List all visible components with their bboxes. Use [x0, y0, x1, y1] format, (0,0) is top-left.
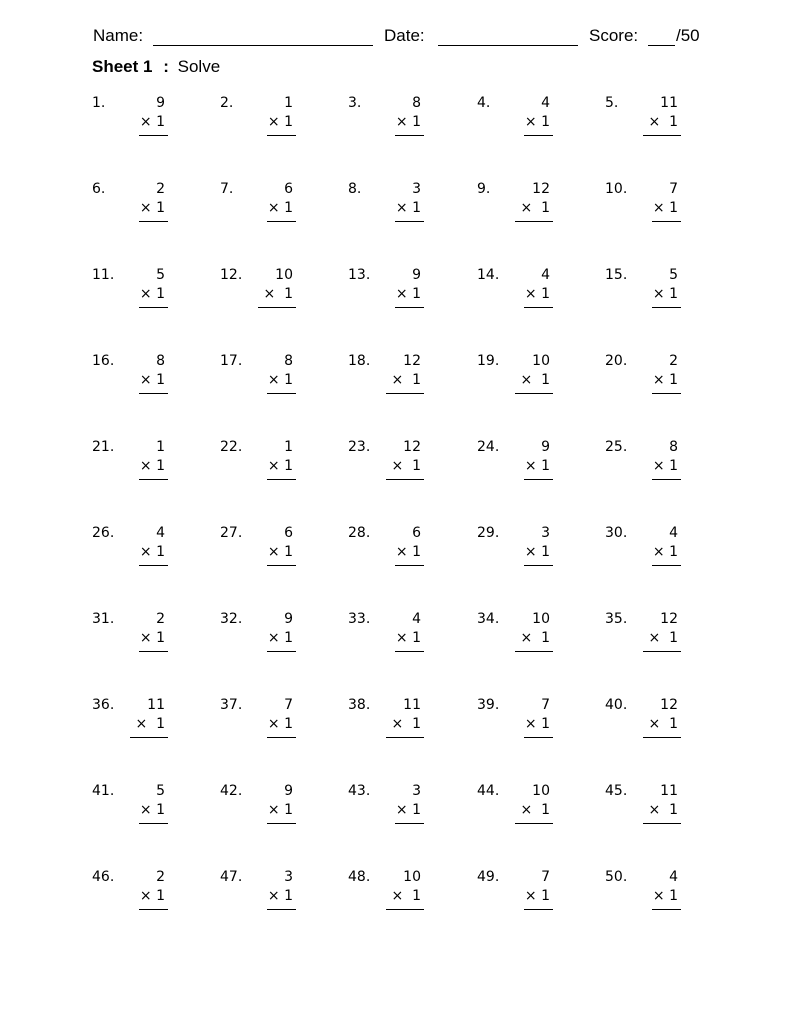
- problem-number: 4.: [477, 95, 491, 111]
- problem-multiplier: × 1: [139, 286, 165, 302]
- problem-39[interactable]: [477, 697, 597, 747]
- answer-line[interactable]: [524, 737, 553, 738]
- problem-multiplicand: 7: [541, 869, 550, 885]
- answer-line[interactable]: [258, 307, 296, 308]
- problem-number: 10.: [605, 181, 628, 197]
- answer-line[interactable]: [395, 565, 424, 566]
- problem-number: 20.: [605, 353, 628, 369]
- sheet-separator: :: [163, 57, 169, 76]
- problem-multiplier: × 1: [263, 286, 293, 302]
- problem-28[interactable]: [348, 525, 468, 575]
- answer-line[interactable]: [130, 737, 168, 738]
- problem-multiplier: × 1: [391, 716, 421, 732]
- answer-line[interactable]: [395, 823, 424, 824]
- problem-number: 41.: [92, 783, 115, 799]
- problem-multiplicand: 9: [284, 783, 293, 799]
- problem-multiplicand: 12: [660, 611, 678, 627]
- problem-2[interactable]: [220, 95, 340, 145]
- problem-multiplicand: 3: [412, 181, 421, 197]
- problem-number: 29.: [477, 525, 500, 541]
- answer-line[interactable]: [652, 565, 681, 566]
- answer-line[interactable]: [524, 909, 553, 910]
- problem-multiplier: × 1: [139, 200, 165, 216]
- problem-multiplicand: 8: [669, 439, 678, 455]
- problem-number: 43.: [348, 783, 371, 799]
- problem-29[interactable]: [477, 525, 597, 575]
- problem-46[interactable]: [92, 869, 212, 919]
- problem-multiplier: × 1: [391, 458, 421, 474]
- problem-49[interactable]: [477, 869, 597, 919]
- problem-multiplicand: 7: [669, 181, 678, 197]
- problem-multiplier: × 1: [139, 114, 165, 130]
- problem-multiplicand: 10: [532, 783, 550, 799]
- problem-7[interactable]: [220, 181, 340, 231]
- problem-multiplicand: 2: [156, 611, 165, 627]
- problem-23[interactable]: [348, 439, 468, 489]
- problem-number: 2.: [220, 95, 234, 111]
- problem-45[interactable]: [605, 783, 725, 833]
- problem-multiplier: × 1: [524, 114, 550, 130]
- problem-multiplier: × 1: [267, 630, 293, 646]
- score-label: Score:: [589, 26, 639, 45]
- problem-number: 26.: [92, 525, 115, 541]
- problem-47[interactable]: [220, 869, 340, 919]
- problem-26[interactable]: [92, 525, 212, 575]
- problem-multiplier: × 1: [648, 802, 678, 818]
- problem-multiplicand: 4: [541, 95, 550, 111]
- problem-14[interactable]: [477, 267, 597, 317]
- problem-24[interactable]: [477, 439, 597, 489]
- problem-multiplicand: 8: [284, 353, 293, 369]
- name-label: Name:: [93, 26, 144, 45]
- problem-multiplicand: 11: [403, 697, 421, 713]
- problem-27[interactable]: [220, 525, 340, 575]
- problem-multiplicand: 10: [532, 611, 550, 627]
- problem-multiplicand: 2: [156, 181, 165, 197]
- problem-multiplier: × 1: [267, 458, 293, 474]
- problem-9[interactable]: [477, 181, 597, 231]
- problem-multiplicand: 8: [156, 353, 165, 369]
- problem-number: 27.: [220, 525, 243, 541]
- problem-number: 14.: [477, 267, 500, 283]
- answer-line[interactable]: [643, 823, 681, 824]
- problem-multiplicand: 12: [660, 697, 678, 713]
- answer-line[interactable]: [515, 651, 553, 652]
- problem-multiplicand: 9: [412, 267, 421, 283]
- problem-multiplier: × 1: [520, 802, 550, 818]
- problem-42[interactable]: [220, 783, 340, 833]
- problem-multiplier: × 1: [267, 716, 293, 732]
- answer-line[interactable]: [267, 737, 296, 738]
- problem-multiplicand: 7: [541, 697, 550, 713]
- problem-number: 12.: [220, 267, 243, 283]
- answer-line[interactable]: [139, 651, 168, 652]
- problem-multiplier: × 1: [652, 458, 678, 474]
- problem-number: 6.: [92, 181, 106, 197]
- problem-multiplicand: 8: [412, 95, 421, 111]
- problem-number: 32.: [220, 611, 243, 627]
- problem-48[interactable]: [348, 869, 468, 919]
- problem-31[interactable]: [92, 611, 212, 661]
- sheet-title: Sheet 1: [92, 57, 153, 76]
- answer-line[interactable]: [652, 479, 681, 480]
- problem-multiplier: × 1: [139, 802, 165, 818]
- problem-multiplier: × 1: [520, 630, 550, 646]
- problem-number: 18.: [348, 353, 371, 369]
- problem-36[interactable]: [92, 697, 212, 747]
- problem-41[interactable]: [92, 783, 212, 833]
- problem-5[interactable]: [605, 95, 725, 145]
- answer-line[interactable]: [386, 737, 424, 738]
- problem-17[interactable]: [220, 353, 340, 403]
- answer-line[interactable]: [139, 823, 168, 824]
- answer-line[interactable]: [139, 909, 168, 910]
- problem-number: 33.: [348, 611, 371, 627]
- answer-line[interactable]: [515, 221, 553, 222]
- answer-line[interactable]: [267, 135, 296, 136]
- problem-multiplicand: 12: [403, 353, 421, 369]
- problem-11[interactable]: [92, 267, 212, 317]
- answer-line[interactable]: [515, 823, 553, 824]
- problem-32[interactable]: [220, 611, 340, 661]
- problem-number: 1.: [92, 95, 106, 111]
- problem-multiplier: × 1: [395, 802, 421, 818]
- problem-number: 30.: [605, 525, 628, 541]
- date-label: Date:: [384, 26, 425, 45]
- problem-number: 9.: [477, 181, 491, 197]
- problem-multiplier: × 1: [139, 372, 165, 388]
- problem-multiplicand: 1: [284, 95, 293, 111]
- problem-43[interactable]: [348, 783, 468, 833]
- problem-multiplicand: 6: [412, 525, 421, 541]
- problem-44[interactable]: [477, 783, 597, 833]
- problem-multiplicand: 3: [412, 783, 421, 799]
- problem-multiplicand: 12: [532, 181, 550, 197]
- sheet-instruction: Solve: [177, 57, 221, 76]
- problem-multiplier: × 1: [267, 544, 293, 560]
- answer-line[interactable]: [139, 565, 168, 566]
- problem-multiplicand: 6: [284, 525, 293, 541]
- problem-multiplicand: 1: [284, 439, 293, 455]
- problem-multiplier: × 1: [395, 286, 421, 302]
- problem-multiplicand: 6: [284, 181, 293, 197]
- problem-18[interactable]: [348, 353, 468, 403]
- answer-line[interactable]: [386, 909, 424, 910]
- problem-number: 8.: [348, 181, 362, 197]
- problem-multiplier: × 1: [135, 716, 165, 732]
- problem-multiplicand: 2: [156, 869, 165, 885]
- problem-number: 42.: [220, 783, 243, 799]
- problem-16[interactable]: [92, 353, 212, 403]
- problem-number: 45.: [605, 783, 628, 799]
- problem-multiplier: × 1: [267, 200, 293, 216]
- problem-multiplier: × 1: [524, 286, 550, 302]
- problem-20[interactable]: [605, 353, 725, 403]
- problem-13[interactable]: [348, 267, 468, 317]
- problem-4[interactable]: [477, 95, 597, 145]
- score-total: /50: [676, 26, 700, 45]
- problem-multiplicand: 3: [541, 525, 550, 541]
- problem-multiplicand: 2: [669, 353, 678, 369]
- answer-line[interactable]: [267, 823, 296, 824]
- problem-multiplicand: 4: [669, 869, 678, 885]
- answer-line[interactable]: [524, 479, 553, 480]
- problem-multiplier: × 1: [652, 200, 678, 216]
- problem-number: 5.: [605, 95, 619, 111]
- problem-6[interactable]: [92, 181, 212, 231]
- problem-number: 3.: [348, 95, 362, 111]
- problem-multiplier: × 1: [520, 200, 550, 216]
- problem-multiplier: × 1: [652, 286, 678, 302]
- problem-multiplier: × 1: [139, 544, 165, 560]
- problem-multiplicand: 3: [284, 869, 293, 885]
- answer-line[interactable]: [515, 393, 553, 394]
- problem-multiplicand: 10: [403, 869, 421, 885]
- problem-number: 50.: [605, 869, 628, 885]
- problem-multiplier: × 1: [524, 888, 550, 904]
- problem-multiplier: × 1: [648, 630, 678, 646]
- problem-number: 24.: [477, 439, 500, 455]
- problem-number: 13.: [348, 267, 371, 283]
- answer-line[interactable]: [395, 135, 424, 136]
- answer-line[interactable]: [652, 307, 681, 308]
- problem-22[interactable]: [220, 439, 340, 489]
- answer-line[interactable]: [386, 393, 424, 394]
- problem-37[interactable]: [220, 697, 340, 747]
- problem-multiplier: × 1: [267, 114, 293, 130]
- problem-multiplicand: 7: [284, 697, 293, 713]
- answer-line[interactable]: [652, 909, 681, 910]
- answer-line[interactable]: [267, 479, 296, 480]
- problem-3[interactable]: [348, 95, 468, 145]
- problem-multiplier: × 1: [395, 544, 421, 560]
- problem-multiplier: × 1: [395, 630, 421, 646]
- answer-line[interactable]: [643, 135, 681, 136]
- problem-number: 19.: [477, 353, 500, 369]
- problem-number: 36.: [92, 697, 115, 713]
- problem-multiplicand: 10: [532, 353, 550, 369]
- answer-line[interactable]: [643, 737, 681, 738]
- problem-34[interactable]: [477, 611, 597, 661]
- answer-line[interactable]: [139, 135, 168, 136]
- problem-40[interactable]: [605, 697, 725, 747]
- problem-multiplier: × 1: [139, 888, 165, 904]
- problem-number: 37.: [220, 697, 243, 713]
- answer-line[interactable]: [267, 651, 296, 652]
- problem-multiplicand: 10: [275, 267, 293, 283]
- problem-number: 48.: [348, 869, 371, 885]
- problem-multiplier: × 1: [652, 888, 678, 904]
- answer-line[interactable]: [139, 393, 168, 394]
- problem-38[interactable]: [348, 697, 468, 747]
- problem-21[interactable]: [92, 439, 212, 489]
- problem-number: 38.: [348, 697, 371, 713]
- problem-multiplicand: 9: [284, 611, 293, 627]
- problem-multiplier: × 1: [652, 372, 678, 388]
- problem-number: 44.: [477, 783, 500, 799]
- problem-multiplier: × 1: [524, 716, 550, 732]
- problem-25[interactable]: [605, 439, 725, 489]
- answer-line[interactable]: [139, 479, 168, 480]
- problem-number: 31.: [92, 611, 115, 627]
- answer-line[interactable]: [267, 221, 296, 222]
- problem-number: 46.: [92, 869, 115, 885]
- problem-multiplicand: 4: [669, 525, 678, 541]
- problem-multiplier: × 1: [652, 544, 678, 560]
- answer-line[interactable]: [395, 307, 424, 308]
- problem-multiplicand: 5: [156, 267, 165, 283]
- answer-line[interactable]: [139, 307, 168, 308]
- problem-number: 16.: [92, 353, 115, 369]
- problem-multiplicand: 4: [156, 525, 165, 541]
- problem-multiplier: × 1: [648, 114, 678, 130]
- problem-30[interactable]: [605, 525, 725, 575]
- answer-line[interactable]: [267, 565, 296, 566]
- answer-line[interactable]: [524, 307, 553, 308]
- problem-12[interactable]: [220, 267, 340, 317]
- problem-number: 35.: [605, 611, 628, 627]
- problem-multiplier: × 1: [267, 372, 293, 388]
- problem-10[interactable]: [605, 181, 725, 231]
- problem-number: 21.: [92, 439, 115, 455]
- problem-multiplier: × 1: [391, 372, 421, 388]
- problem-multiplicand: 4: [412, 611, 421, 627]
- problem-number: 39.: [477, 697, 500, 713]
- problem-number: 25.: [605, 439, 628, 455]
- answer-line[interactable]: [267, 393, 296, 394]
- answer-line[interactable]: [652, 393, 681, 394]
- problem-15[interactable]: [605, 267, 725, 317]
- problem-33[interactable]: [348, 611, 468, 661]
- problem-number: 23.: [348, 439, 371, 455]
- problem-number: 11.: [92, 267, 115, 283]
- problem-multiplicand: 5: [669, 267, 678, 283]
- problem-multiplier: × 1: [648, 716, 678, 732]
- problem-multiplier: × 1: [520, 372, 550, 388]
- answer-line[interactable]: [139, 221, 168, 222]
- answer-line[interactable]: [524, 135, 553, 136]
- problem-multiplier: × 1: [395, 200, 421, 216]
- problem-multiplier: × 1: [139, 458, 165, 474]
- problem-19[interactable]: [477, 353, 597, 403]
- answer-line[interactable]: [395, 221, 424, 222]
- problem-number: 47.: [220, 869, 243, 885]
- problem-number: 40.: [605, 697, 628, 713]
- problem-multiplier: × 1: [395, 114, 421, 130]
- problem-number: 49.: [477, 869, 500, 885]
- problem-multiplier: × 1: [391, 888, 421, 904]
- problem-multiplicand: 4: [541, 267, 550, 283]
- problem-number: 22.: [220, 439, 243, 455]
- problem-multiplicand: 12: [403, 439, 421, 455]
- answer-line[interactable]: [386, 479, 424, 480]
- problem-number: 15.: [605, 267, 628, 283]
- answer-line[interactable]: [643, 651, 681, 652]
- problem-multiplier: × 1: [139, 630, 165, 646]
- problem-35[interactable]: [605, 611, 725, 661]
- problem-multiplicand: 9: [156, 95, 165, 111]
- problem-multiplier: × 1: [524, 544, 550, 560]
- answer-line[interactable]: [267, 909, 296, 910]
- problem-multiplier: × 1: [524, 458, 550, 474]
- problem-multiplicand: 9: [541, 439, 550, 455]
- problem-1[interactable]: [92, 95, 212, 145]
- problem-multiplicand: 5: [156, 783, 165, 799]
- problem-multiplicand: 1: [156, 439, 165, 455]
- problem-number: 34.: [477, 611, 500, 627]
- problem-multiplicand: 11: [660, 783, 678, 799]
- answer-line[interactable]: [524, 565, 553, 566]
- problem-8[interactable]: [348, 181, 468, 231]
- problem-multiplicand: 11: [660, 95, 678, 111]
- problem-50[interactable]: [605, 869, 725, 919]
- problem-number: 28.: [348, 525, 371, 541]
- problem-multiplier: × 1: [267, 888, 293, 904]
- problem-number: 7.: [220, 181, 234, 197]
- answer-line[interactable]: [395, 651, 424, 652]
- problem-number: 17.: [220, 353, 243, 369]
- problem-multiplier: × 1: [267, 802, 293, 818]
- problem-multiplicand: 11: [147, 697, 165, 713]
- answer-line[interactable]: [652, 221, 681, 222]
